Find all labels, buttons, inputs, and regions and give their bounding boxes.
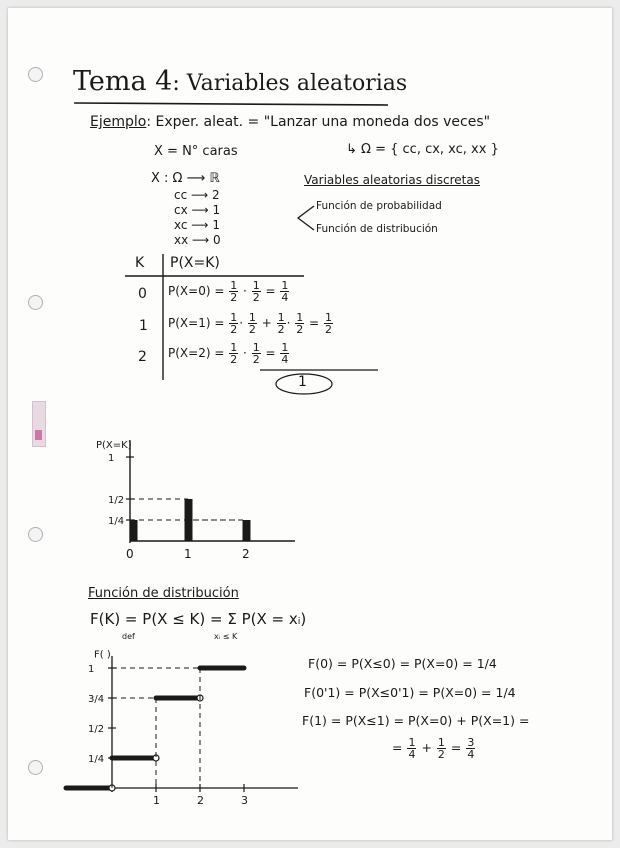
- y-tick-label: 1: [88, 664, 95, 675]
- dist-calc: F(0'1) = P(X≤0'1) = P(X=0) = 1/4: [304, 685, 516, 700]
- x-tick-label: 0: [126, 547, 134, 561]
- y-axis-label: P(X=K): [96, 440, 132, 452]
- x-tick-label: 1: [153, 794, 160, 807]
- table-row-expr: P(X=0) = $\frac{1}{2}$ · $\frac{1}{2}$ = $\frac{1}{4}$: [168, 279, 289, 304]
- x-tick-label: 3: [241, 794, 248, 807]
- circled-sum: 1: [298, 374, 307, 390]
- mapping-row: xc ⟶ 1: [174, 218, 220, 232]
- fraction: $\frac{1}{2}$: [437, 736, 445, 761]
- fraction: $\frac{1}{2}$: [230, 341, 238, 366]
- table-row-expr: P(X=2) = $\frac{1}{2}$ · $\frac{1}{2}$ = $\frac{1}{4}$: [168, 341, 289, 366]
- y-tick-label: 3/4: [88, 694, 105, 705]
- dist-def-note: def: [122, 632, 135, 641]
- example-text: : Exper. aleat. = "Lanzar una moneda dos veces": [146, 114, 491, 130]
- y-tick-label: 1: [108, 453, 115, 464]
- y-tick-label: 1/4: [88, 754, 105, 765]
- x-definition: X = N° caras: [154, 144, 238, 159]
- table-header-k: K: [135, 255, 145, 271]
- dist-title: Función de distribución: [88, 586, 239, 601]
- fraction: $\frac{1}{2}$: [248, 311, 256, 336]
- mapping-row: cc ⟶ 2: [174, 188, 220, 202]
- distribution-step-chart: [8, 8, 612, 840]
- mapping-head: X : Ω ⟶ ℝ: [151, 171, 220, 186]
- dist-sum-index: xᵢ ≤ K: [214, 632, 238, 641]
- x-tick-label: 2: [197, 794, 204, 807]
- title-number: Tema 4: [73, 66, 173, 97]
- mapping-row: xx ⟶ 0: [174, 233, 221, 247]
- table-row-k: 0: [138, 286, 147, 302]
- fraction: $\frac{3}{4}$: [467, 736, 475, 761]
- fraction: $\frac{1}{2}$: [252, 279, 260, 304]
- sample-space: ↳ Ω = { cc, cx, xc, xx }: [346, 142, 499, 157]
- fraction: $\frac{1}{2}$: [277, 311, 285, 336]
- table-row-expr: P(X=1) = $\frac{1}{2}$ · $\frac{1}{2}$ + $\frac{1}{2}$ · $\frac{1}{2}$ = $\frac{1}{2}$: [168, 311, 332, 336]
- fraction: $\frac{1}{2}$: [252, 341, 260, 366]
- fraction: $\frac{1}{4}$: [408, 736, 416, 761]
- title-text: : Variables aleatorias: [172, 71, 408, 96]
- y-axis-label: F( ): [94, 649, 111, 661]
- dist-final: = $\frac{1}{4}$ + $\frac{1}{2}$ = $\frac{3}{4}$: [392, 736, 475, 761]
- table-row-k: 2: [138, 349, 147, 365]
- dist-calc: F(1) = P(X≤1) = P(X=0) + P(X=1) =: [302, 713, 530, 728]
- y-tick-label: 1/2: [88, 724, 105, 735]
- table-header-pxk: P(X=K): [170, 255, 220, 271]
- x-tick-label: 2: [242, 547, 250, 561]
- fraction: $\frac{1}{2}$: [296, 311, 304, 336]
- table-row-k: 1: [139, 318, 148, 334]
- fraction: $\frac{1}{4}$: [281, 279, 289, 304]
- dist-definition: F(K) = P(X ≤ K) = Σ P(X = xᵢ): [90, 610, 307, 628]
- mapping-row: cx ⟶ 1: [174, 203, 221, 217]
- fraction: $\frac{1}{2}$: [230, 279, 238, 304]
- fraction: $\frac{1}{4}$: [281, 341, 289, 366]
- fraction: $\frac{1}{2}$: [230, 311, 238, 336]
- notebook-page: [8, 8, 612, 840]
- example-label: Ejemplo: [90, 114, 147, 130]
- discrete-item: Función de distribución: [316, 223, 438, 235]
- dist-calc: F(0) = P(X≤0) = P(X=0) = 1/4: [308, 656, 497, 671]
- discrete-title: Variables aleatorias discretas: [304, 173, 480, 187]
- x-tick-label: 1: [184, 547, 192, 561]
- y-tick-label: 1/4: [108, 516, 125, 527]
- discrete-item: Función de probabilidad: [316, 200, 442, 212]
- y-tick-label: 1/2: [108, 495, 125, 506]
- fraction: $\frac{1}{2}$: [324, 311, 332, 336]
